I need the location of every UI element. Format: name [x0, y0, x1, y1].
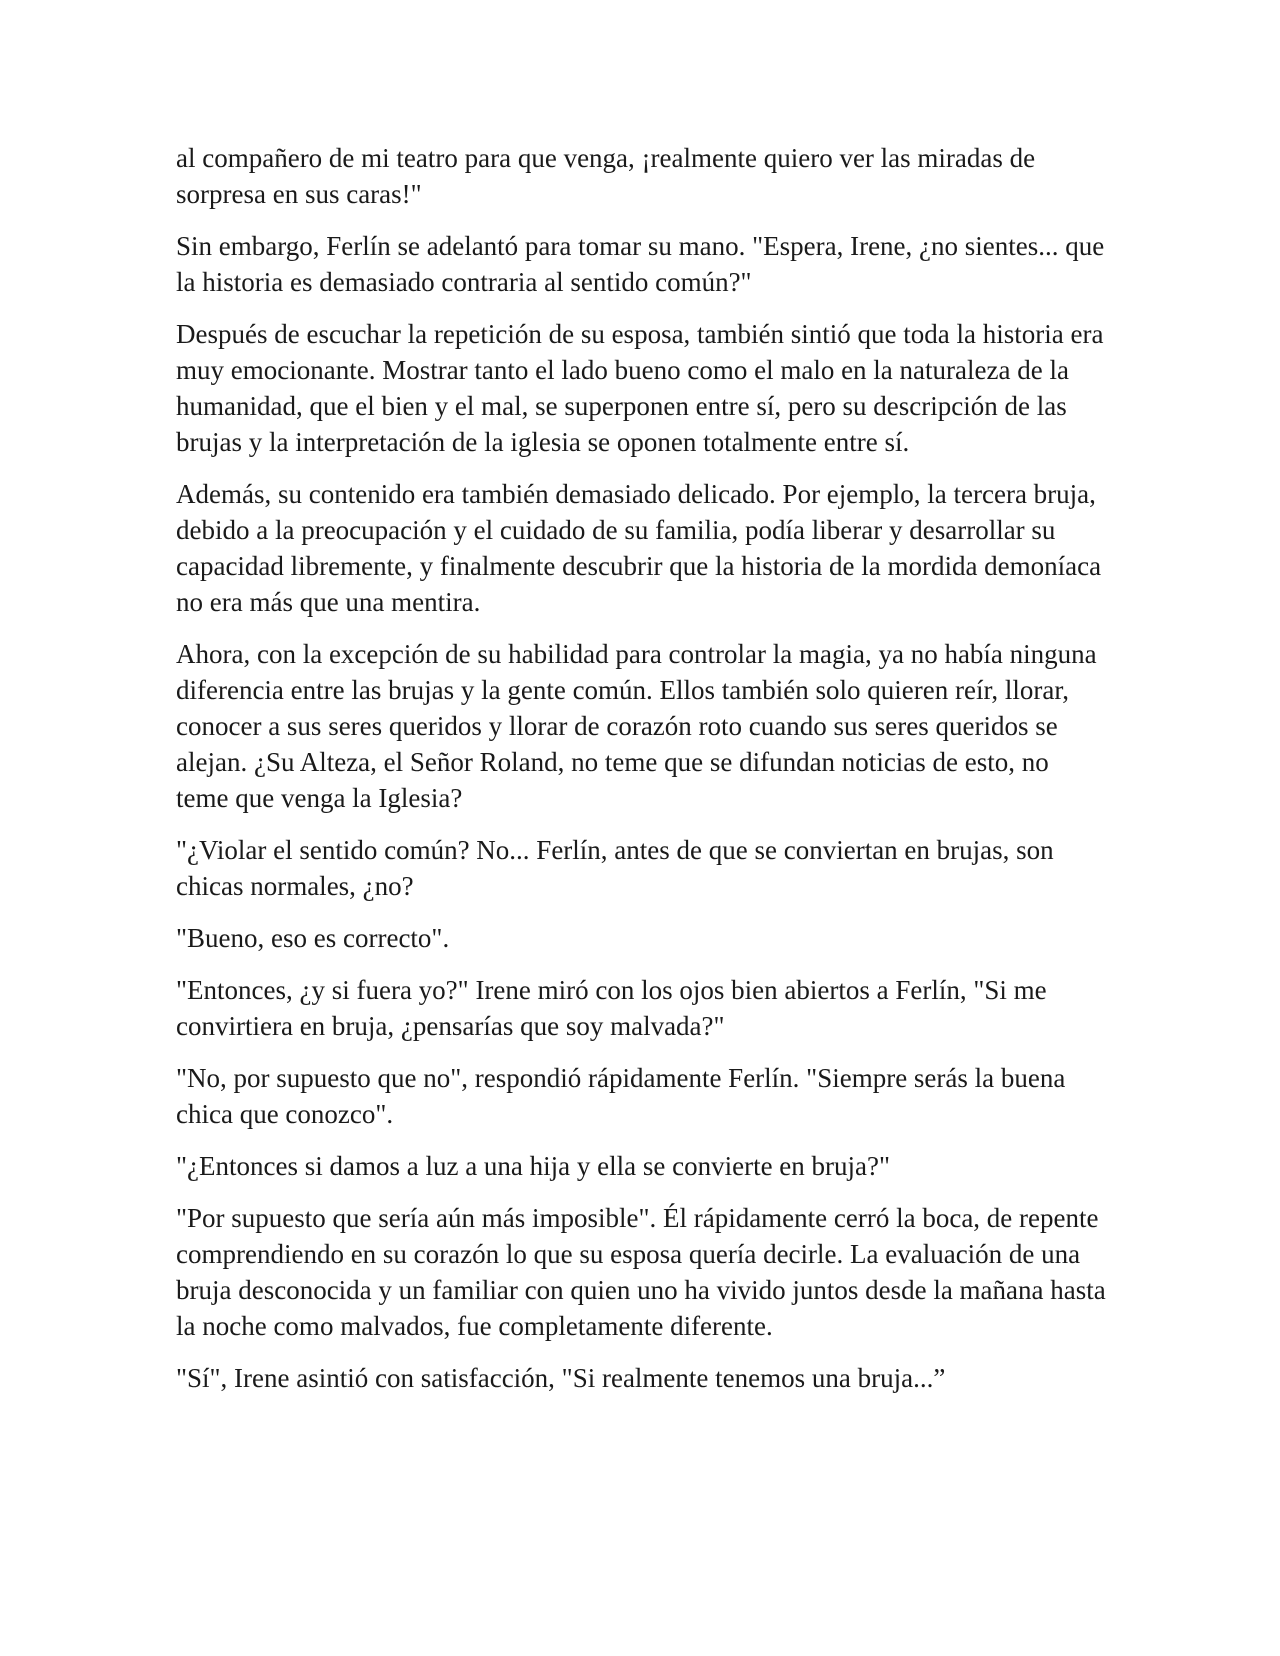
paragraph: "Bueno, eso es correcto". — [176, 923, 450, 953]
paragraph: al compañero de mi teatro para que venga, ¡realmente quiero ver las miradas de sorpresa en sus caras!" — [176, 143, 1036, 209]
paragraph: "Entonces, ¿y si fuera yo?" Irene miró con los ojos bien abiertos a Ferlín, "Si me convirtiera en bruja, ¿pensarías que soy malvada?" — [176, 975, 1047, 1041]
paragraph: Sin embargo, Ferlín se adelantó para tomar su mano. "Espera, Irene, ¿no sientes... que la historia es demasiado contraria al sentido común?" — [176, 231, 1105, 297]
paragraph: Después de escuchar la repetición de su esposa, también sintió que toda la historia era muy emocionante. Mostrar tanto el lado bueno como el malo en la naturaleza de la humanidad, que el bien y el mal, se superponen entre sí, pero su descripción de las brujas y la interpretación de la iglesia se oponen totalmente entre sí. — [176, 319, 1104, 457]
document-page — [176, 140, 1106, 1412]
paragraph: "Por supuesto que sería aún más imposible". Él rápidamente cerró la boca, de repente comprendiendo en su corazón lo que su esposa quería decirle. La evaluación de una bruja desconocida y un familiar con quien uno ha vivido juntos desde la mañana hasta la noche como malvados, fue completamente diferente. — [176, 1203, 1106, 1341]
paragraph: "¿Violar el sentido común? No... Ferlín, antes de que se conviertan en brujas, son chicas normales, ¿no? — [176, 835, 1054, 901]
paragraph: "¿Entonces si damos a luz a una hija y ella se convierte en bruja?" — [176, 1151, 891, 1181]
paragraph: Además, su contenido era también demasiado delicado. Por ejemplo, la tercera bruja, debido a la preocupación y el cuidado de su familia, podía liberar y desarrollar su capacidad libremente, y finalmente descubrir que la historia de la mordida demoníaca no era más que una mentira. — [176, 479, 1102, 617]
paragraph: Ahora, con la excepción de su habilidad para controlar la magia, ya no había ninguna diferencia entre las brujas y la gente común. Ellos también solo quieren reír, llorar, conocer a sus seres queridos y llorar de corazón roto cuando sus seres queridos se alejan. ¿Su Alteza, el Señor Roland, no teme que se difundan noticias de esto, no teme que venga la Iglesia? — [176, 639, 1097, 813]
paragraph: "No, por supuesto que no", respondió rápidamente Ferlín. "Siempre serás la buena chica que conozco". — [176, 1063, 1066, 1129]
paragraph: "Sí", Irene asintió con satisfacción, "Si realmente tenemos una bruja...” — [176, 1363, 946, 1393]
